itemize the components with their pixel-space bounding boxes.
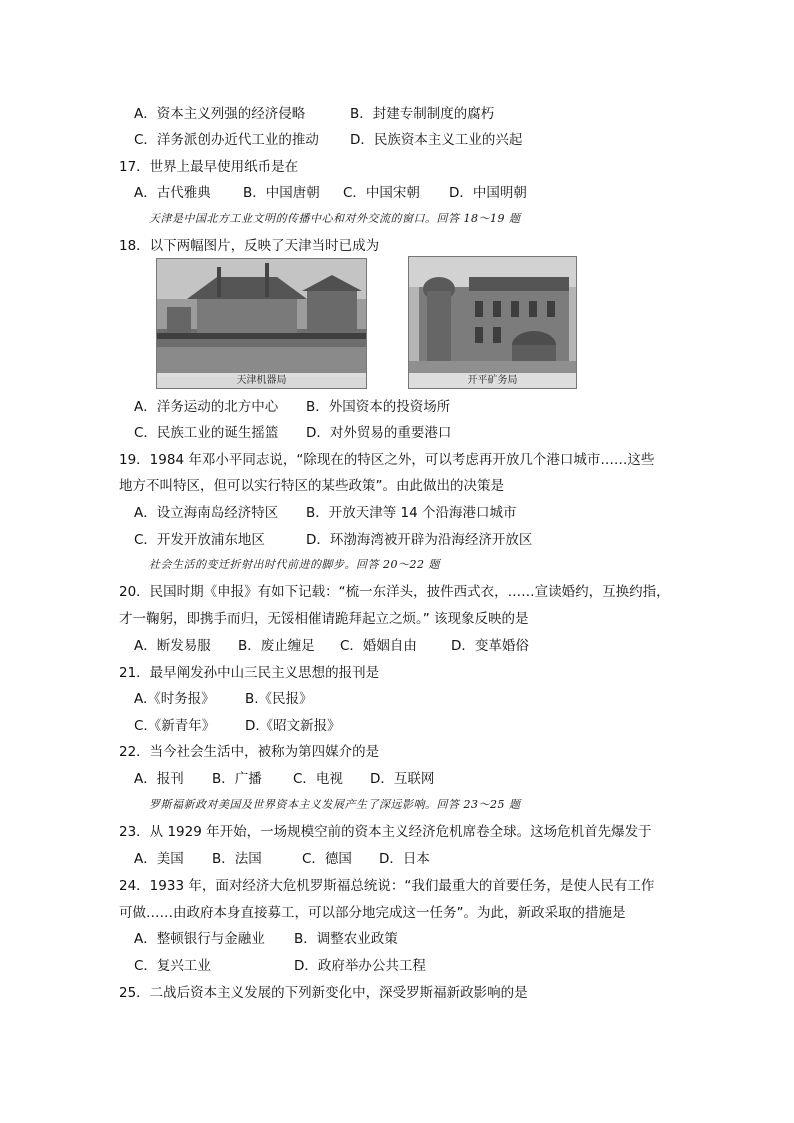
q25-stem: 25．二战后资本主义发展的下列新变化中，深受罗斯福新政影响的是 xyxy=(119,985,528,1001)
q17-stem: 17．世界上最早使用纸币是在 xyxy=(119,159,299,175)
q17-option-b: B．中国唐朝 xyxy=(243,185,320,201)
q20-stem-line2: 才一鞠躬，即携手而归，无馁相催请跪拜起立之烦。” 该现象反映的是 xyxy=(119,611,529,627)
hint-18-19: 天津是中国北方工业文明的传播中心和对外交流的窗口。回答 18～19 题 xyxy=(149,212,521,225)
q21-option-a: A.《时务报》 xyxy=(134,691,215,707)
q23-option-c: C．德国 xyxy=(302,851,352,867)
q24-option-a: A．整顿银行与金融业 xyxy=(134,931,265,947)
tianjin-machine-bureau-image xyxy=(157,259,366,388)
kaiping-mining-bureau-image xyxy=(409,257,576,388)
q17-option-a: A．古代雅典 xyxy=(134,185,211,201)
q22-option-b: B．广播 xyxy=(212,771,262,787)
q20-stem-line1: 20．民国时期《申报》有如下记载：“梳一东洋头，披件西式衣，……宣读婚约，互换约指， xyxy=(119,584,670,600)
q22-option-a: A．报刊 xyxy=(134,771,184,787)
q18-option-a: A．洋务运动的北方中心 xyxy=(134,399,279,415)
q18-stem: 18．以下两幅图片，反映了天津当时已成为 xyxy=(119,238,380,254)
q23-option-a: A．美国 xyxy=(134,851,184,867)
q23-stem: 23．从 1929 年开始，一场规模空前的资本主义经济危机席卷全球。这场危机首先爆发于 xyxy=(119,824,652,840)
q20-option-c: C．婚姻自由 xyxy=(340,638,417,654)
q22-stem: 22．当今社会生活中，被称为第四媒介的是 xyxy=(119,744,380,760)
q20-option-a: A．断发易服 xyxy=(134,638,211,654)
q24-option-d: D．政府举办公共工程 xyxy=(294,958,426,974)
q19-option-a: A．设立海南岛经济特区 xyxy=(134,505,279,521)
q24-option-b: B．调整农业政策 xyxy=(294,931,398,947)
q21-stem: 21．最早阐发孙中山三民主义思想的报刊是 xyxy=(119,665,380,681)
q23-option-d: D．日本 xyxy=(379,851,430,867)
q18-option-d: D．对外贸易的重要港口 xyxy=(306,425,452,441)
q19-stem-line1: 19．1984 年邓小平同志说，“除现在的特区之外，可以考虑再开放几个港口城市……这些 xyxy=(119,452,655,468)
photo1-caption: 天津机器局 xyxy=(157,373,366,388)
q16-option-a: A．资本主义列强的经济侵略 xyxy=(134,106,306,122)
q18-option-c: C．民族工业的诞生摇篮 xyxy=(134,425,279,441)
q19-option-b: B．开放天津等 14 个沿海港口城市 xyxy=(306,505,517,521)
q16-option-b: B．封建专制制度的腐朽 xyxy=(350,106,495,122)
q17-option-d: D．中国明朝 xyxy=(449,185,527,201)
q22-option-c: C．电视 xyxy=(293,771,343,787)
q24-stem-line1: 24．1933 年，面对经济大危机罗斯福总统说：“我们最重大的首要任务，是使人民有工作 xyxy=(119,878,655,894)
hint-23-25: 罗斯福新政对美国及世界资本主义发展产生了深远影响。回答 23～25 题 xyxy=(149,798,521,811)
q21-option-b: B.《民报》 xyxy=(245,691,313,707)
q19-option-c: C．开发开放浦东地区 xyxy=(134,532,265,548)
q19-stem-line2: 地方不叫特区，但可以实行特区的某些政策”。由此做出的决策是 xyxy=(119,478,504,494)
hint-20-22: 社会生活的变迁折射出时代前进的脚步。回答 20～22 题 xyxy=(149,558,440,571)
q20-option-d: D．变革婚俗 xyxy=(451,638,529,654)
q24-option-c: C．复兴工业 xyxy=(134,958,211,974)
q20-option-b: B．废止缠足 xyxy=(238,638,315,654)
q18-option-b: B．外国资本的投资场所 xyxy=(306,399,451,415)
q24-stem-line2: 可做……由政府本身直接募工，可以部分地完成这一任务”。为此，新政采取的措施是 xyxy=(119,905,626,921)
q19-option-d: D．环渤海湾被开辟为沿海经济开放区 xyxy=(306,532,533,548)
q21-option-c: C.《新青年》 xyxy=(134,718,216,734)
photo2-caption: 开平矿务局 xyxy=(409,373,576,388)
q22-option-d: D．互联网 xyxy=(370,771,435,787)
q16-option-d: D．民族资本主义工业的兴起 xyxy=(350,132,523,148)
q16-option-c: C．洋务派创办近代工业的推动 xyxy=(134,132,319,148)
q23-option-b: B．法国 xyxy=(212,851,262,867)
kaiping-mining-bureau-photo xyxy=(408,256,577,389)
q21-option-d: D.《昭文新报》 xyxy=(245,718,341,734)
q17-option-c: C．中国宋朝 xyxy=(343,185,420,201)
tianjin-machine-bureau-photo xyxy=(156,258,367,389)
